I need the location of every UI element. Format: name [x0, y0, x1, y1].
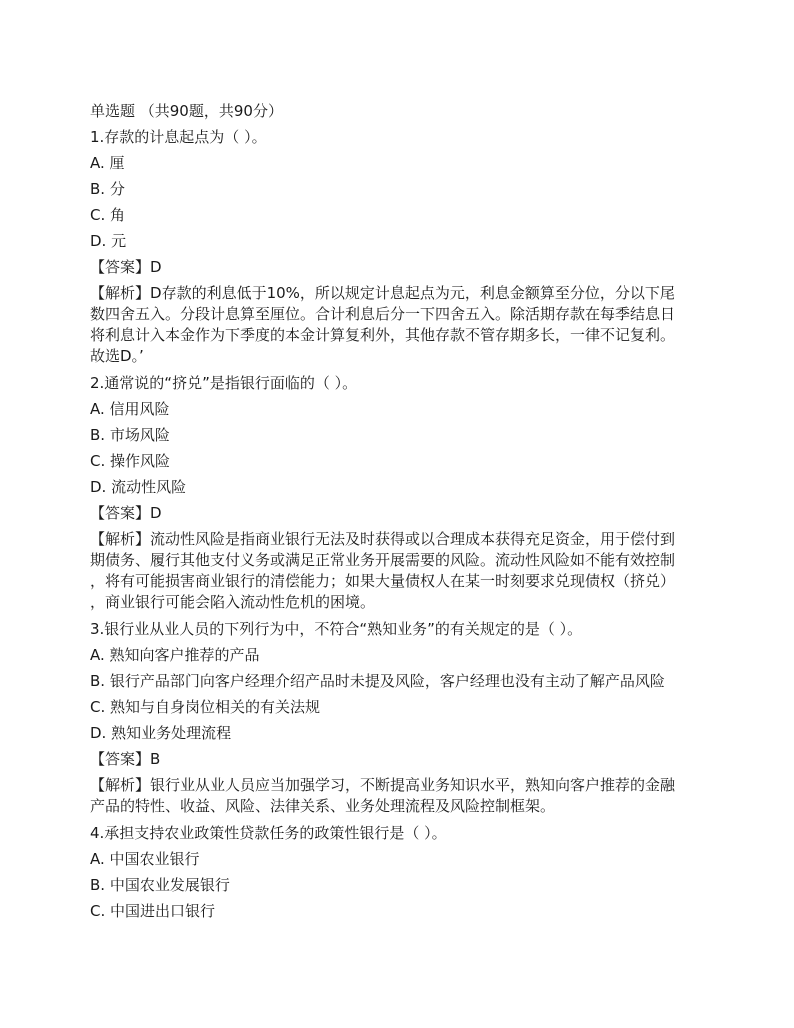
option-a: A. 熟知向客户推荐的产品	[90, 646, 260, 664]
option-a: A. 厘	[90, 154, 125, 172]
option-b: B. 市场风险	[90, 426, 170, 444]
option-a: A. 中国农业银行	[90, 850, 200, 868]
question-2	[90, 370, 710, 613]
analysis-line: 数四舍五入。分段计息算至厘位。合计利息后分一下四舍五入。除活期存款在每季结息日	[90, 305, 676, 323]
analysis-line: 故选D。’	[90, 347, 144, 365]
answer-value: B	[150, 750, 161, 768]
option-c: C. 角	[90, 206, 126, 224]
analysis-line: ，商业银行可能会陷入流动性危机的困境。	[90, 593, 376, 611]
answer-label: 【答案】	[90, 504, 151, 522]
analysis-line: D存款的利息低于10%，所以规定计息起点为元，利息金额算至分位，分以下尾	[150, 284, 675, 302]
document-page	[90, 98, 710, 924]
answer	[90, 746, 710, 772]
option-c: C. 熟知与自身岗位相关的有关法规	[90, 698, 321, 716]
analysis	[90, 529, 710, 613]
answer-value: D	[150, 258, 162, 276]
question-stem: 4.承担支持农业政策性贷款任务的政策性银行是（ ）。	[90, 824, 447, 842]
question-4	[90, 820, 710, 924]
analysis	[90, 283, 710, 367]
option-c: C. 中国进出口银行	[90, 902, 216, 920]
question-1	[90, 124, 710, 367]
analysis-label: 【解析】	[90, 284, 151, 302]
option-c: C. 操作风险	[90, 452, 171, 470]
option-b: B. 中国农业发展银行	[90, 876, 230, 894]
analysis-line: 期债务、履行其他支付义务或满足正常业务开展需要的风险。流动性风险如不能有效控制	[90, 551, 676, 569]
option-d: D. 流动性风险	[90, 478, 187, 496]
analysis-line: 产品的特性、收益、风险、法律关系、业务处理流程及风险控制框架。	[90, 797, 556, 815]
answer-value: D	[150, 504, 162, 522]
answer	[90, 254, 710, 280]
answer-label: 【答案】	[90, 750, 151, 768]
option-d: D. 熟知业务处理流程	[90, 724, 232, 742]
option-b: B. 银行产品部门向客户经理介绍产品时未提及风险，客户经理也没有主动了解产品风险	[90, 672, 665, 690]
analysis-line: ，将有可能损害商业银行的清偿能力；如果大量债权人在某一时刻要求兑现债权（挤兑）	[90, 572, 676, 590]
option-a: A. 信用风险	[90, 400, 170, 418]
analysis-label: 【解析】	[90, 530, 151, 548]
analysis-line: 银行业从业人员应当加强学习，不断提高业务知识水平，熟知向客户推荐的金融	[150, 776, 676, 794]
analysis-line: 流动性风险是指商业银行无法及时获得或以合理成本获得充足资金，用于偿付到	[150, 530, 676, 548]
answer-label: 【答案】	[90, 258, 151, 276]
analysis-line: 将利息计入本金作为下季度的本金计算复利外，其他存款不管存期多长，一律不记复利。	[90, 326, 676, 344]
analysis-label: 【解析】	[90, 776, 151, 794]
question-stem: 2.通常说的“挤兑”是指银行面临的（ ）。	[90, 374, 358, 392]
question-stem: 1.存款的计息起点为（ ）。	[90, 128, 267, 146]
option-b: B. 分	[90, 180, 125, 198]
answer	[90, 500, 710, 526]
question-3	[90, 616, 710, 817]
question-stem: 3.银行业从业人员的下列行为中，不符合“熟知业务”的有关规定的是（ ）。	[90, 620, 583, 638]
option-d: D. 元	[90, 232, 127, 250]
section-title: 单选题 （共90题，共90分）	[90, 102, 283, 120]
analysis	[90, 775, 710, 817]
